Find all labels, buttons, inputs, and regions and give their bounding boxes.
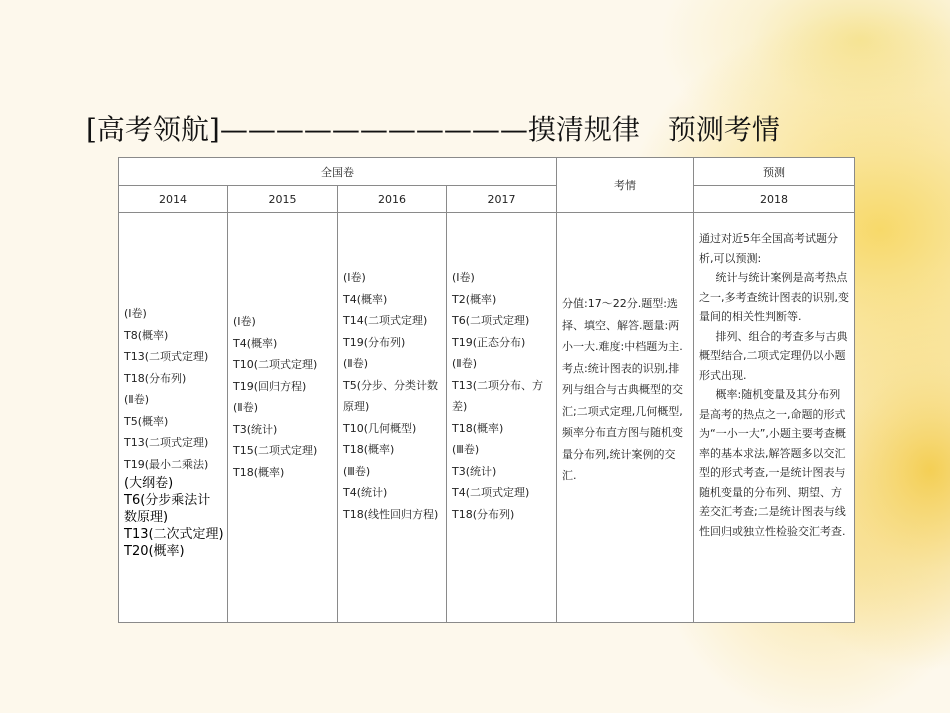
item-2015-5: T3(统计) bbox=[233, 422, 278, 436]
item-2016-4: (Ⅱ卷) bbox=[343, 357, 368, 370]
item-2016-3: T19(分布列) bbox=[343, 335, 406, 349]
item-2015-6: T15(二项式定理) bbox=[233, 444, 318, 457]
item-2014-big-3: T20(概率) bbox=[124, 544, 185, 559]
item-2016-7: T18(概率) bbox=[343, 443, 395, 456]
item-2015-1: T4(概率) bbox=[233, 336, 278, 350]
item-2017-5: T13(二项分布、方差) bbox=[452, 378, 544, 413]
year-2015: 2015 bbox=[228, 186, 338, 213]
item-2014-big-1: T6(分步乘法计数原理) bbox=[124, 493, 211, 525]
item-2017-8: T3(统计) bbox=[452, 464, 497, 478]
item-2014-0: (Ⅰ卷) bbox=[124, 307, 147, 320]
cell-2015 bbox=[228, 213, 338, 623]
item-2016-6: T10(几何概型) bbox=[343, 421, 417, 435]
item-2016-0: (Ⅰ卷) bbox=[343, 271, 366, 284]
page-title: [高考领航]———————————摸清规律 预测考情 bbox=[86, 113, 780, 146]
item-2014-big-0: (大纲卷) bbox=[124, 476, 174, 491]
item-2017-0: (Ⅰ卷) bbox=[452, 271, 475, 284]
item-2014-3: T18(分布列) bbox=[124, 371, 187, 385]
item-2015-3: T19(回归方程) bbox=[233, 379, 307, 393]
item-2016-1: T4(概率) bbox=[343, 292, 388, 306]
item-2017-6: T18(概率) bbox=[452, 421, 504, 435]
item-2016-9: T4(统计) bbox=[343, 486, 388, 499]
item-2015-0: (Ⅰ卷) bbox=[233, 315, 256, 328]
item-2015-4: (Ⅱ卷) bbox=[233, 401, 258, 414]
item-2016-5: T5(分步、分类计数原理) bbox=[343, 378, 439, 413]
item-2014-6: T13(二项式定理) bbox=[124, 436, 209, 449]
yuce-para-2: 排列、组合的考查多与古典概型结合,二项式定理仍以小题形式出现. bbox=[699, 329, 848, 382]
item-2017-2: T6(二项式定理) bbox=[452, 314, 530, 327]
item-2014-big-2: T13(二次式定理) bbox=[124, 527, 224, 542]
item-2017-1: T2(概率) bbox=[452, 292, 497, 306]
year-2014: 2014 bbox=[119, 186, 228, 213]
cell-2016 bbox=[338, 213, 447, 623]
yuce-intro: 通过对近5年全国高考试题分析,可以预测: bbox=[699, 232, 838, 265]
cell-yuce bbox=[694, 213, 855, 623]
yuce-para-1: 统计与统计案例是高考热点之一,多考查统计图表的识别,变量间的相关性判断等. bbox=[699, 271, 849, 323]
item-2017-3: T19(正态分布) bbox=[452, 335, 526, 349]
item-2015-7: T18(概率) bbox=[233, 465, 285, 479]
yuce-para-3: 概率:随机变量及其分布列是高考的热点之一,命题的形式为“一小一大”,小题主要考查概率的基本求法,解答题多以交汇型的形式考查,一是统计图表与随机变量的分布列、期望、方差交汇考查;二是统计图表与线性回归或独立性检验交汇考查. bbox=[699, 388, 846, 538]
header-kaoqing: 考情 bbox=[557, 158, 694, 213]
item-2016-10: T18(线性回归方程) bbox=[343, 507, 439, 521]
cell-2017 bbox=[447, 213, 557, 623]
item-2017-10: T18(分布列) bbox=[452, 507, 515, 521]
year-2017: 2017 bbox=[447, 186, 557, 213]
item-2014-4: (Ⅱ卷) bbox=[124, 393, 149, 406]
cell-kaoqing: 分值:17～22分.题型:选择、填空、解答.题量:两小一大.难度:中档题为主.考点:统计图表的识别,排列与组合与古典概型的交汇;二项式定理,几何概型,频率分布直方图与随机变量分布列,统计案例的交汇. bbox=[557, 213, 694, 623]
cell-2014 bbox=[119, 213, 228, 623]
item-2014-2: T13(二项式定理) bbox=[124, 350, 209, 363]
year-2016: 2016 bbox=[338, 186, 447, 213]
item-2014-1: T8(概率) bbox=[124, 328, 169, 342]
item-2014-5: T5(概率) bbox=[124, 414, 169, 428]
header-national: 全国卷 bbox=[119, 158, 557, 186]
item-2017-9: T4(二项式定理) bbox=[452, 486, 530, 499]
year-2018: 2018 bbox=[694, 186, 855, 213]
item-2017-7: (Ⅲ卷) bbox=[452, 443, 480, 456]
exam-analysis-table bbox=[118, 157, 855, 623]
item-2014-7: T19(最小二乘法) bbox=[124, 457, 209, 471]
item-2017-4: (Ⅱ卷) bbox=[452, 357, 477, 370]
item-2016-2: T14(二项式定理) bbox=[343, 314, 428, 327]
item-2016-8: (Ⅲ卷) bbox=[343, 464, 371, 478]
item-2015-2: T10(二项式定理) bbox=[233, 358, 318, 371]
header-yuce: 预测 bbox=[694, 158, 855, 186]
